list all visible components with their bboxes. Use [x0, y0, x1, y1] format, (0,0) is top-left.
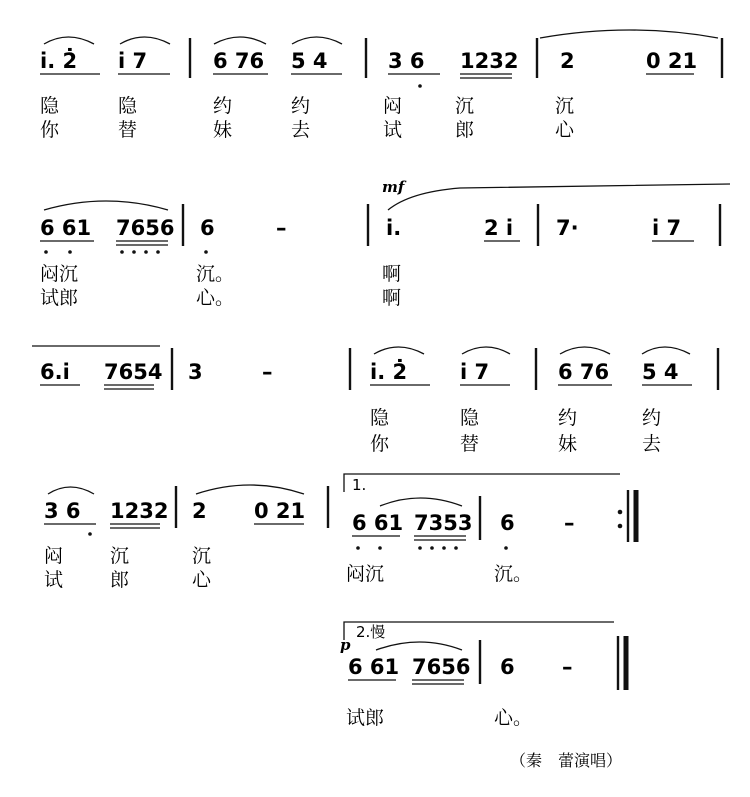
note-group: 6: [200, 216, 215, 240]
note-group: –: [262, 360, 273, 384]
note-group: 1232: [460, 49, 519, 73]
note-group: 6 76: [213, 49, 265, 73]
note-group: 1232: [110, 499, 169, 523]
lyric: 约: [558, 407, 578, 429]
note-group: 5 4: [642, 360, 679, 384]
repeat-dot: [618, 510, 623, 515]
lyric: 闷沉: [346, 563, 385, 585]
octave-dots: [44, 250, 208, 254]
lyric: 隐: [40, 95, 60, 117]
lyric: 试: [383, 119, 403, 141]
system-5: [340, 622, 626, 729]
lyric: 沉: [555, 95, 575, 117]
system-1: [40, 30, 722, 141]
lyric: 啊: [382, 263, 402, 285]
lyric: 试郎: [40, 287, 79, 309]
lyric: 去: [642, 433, 662, 455]
slur: [380, 498, 462, 506]
lyric: 妹: [213, 119, 233, 141]
slur: [388, 184, 730, 210]
lyric: 隐: [460, 407, 480, 429]
lyric: 沉: [110, 545, 130, 567]
lyric: 郎: [110, 569, 130, 591]
lyric: 替: [460, 433, 480, 455]
note-group: 7656: [412, 655, 471, 679]
slur: [642, 347, 690, 354]
slur: [374, 347, 424, 354]
note-group: i. 2̇: [370, 360, 408, 384]
lyric: 心: [555, 119, 575, 141]
note-group: 7353: [414, 511, 473, 535]
note-group: –: [564, 511, 575, 535]
note-group: 7654: [104, 360, 163, 384]
lyric: 心。: [196, 287, 235, 309]
repeat-dot: [618, 524, 623, 529]
note-group: 7·: [556, 216, 579, 240]
note-group: 2: [560, 49, 575, 73]
system-3: [32, 346, 718, 455]
slur: [44, 37, 94, 44]
lyric: 闷沉: [40, 263, 79, 285]
note-group: i 7: [460, 360, 490, 384]
lyric: 沉: [455, 95, 475, 117]
lyric: 沉。: [196, 263, 235, 285]
lyric: 隐: [118, 95, 138, 117]
slur: [196, 485, 304, 494]
lyric: 沉。: [494, 563, 533, 585]
note-group: 3 6: [388, 49, 425, 73]
note-group: 0 21: [646, 49, 698, 73]
lyric: 替: [118, 119, 138, 141]
note-group: 6 61: [348, 655, 400, 679]
note-group: –: [562, 655, 573, 679]
lyric: 你: [40, 119, 60, 141]
lyric: 啊: [382, 287, 402, 309]
note-group: 0 21: [254, 499, 306, 523]
note-group: 6 61: [40, 216, 92, 240]
volta-label: 2.慢: [356, 623, 386, 641]
note-group: i.: [386, 216, 402, 240]
octave-dot: [418, 84, 422, 88]
lyric: 沉: [192, 545, 212, 567]
note-group: 2 i: [484, 216, 514, 240]
slur: [292, 37, 342, 44]
note-group: i 7: [652, 216, 682, 240]
lyric: 心。: [494, 707, 533, 729]
note-group: i. 2̇: [40, 49, 78, 73]
note-group: i 7: [118, 49, 148, 73]
lyric: 试郎: [346, 707, 385, 729]
note-group: 3 6: [44, 499, 81, 523]
lyric: 你: [370, 433, 390, 455]
lyric: 郎: [455, 119, 475, 141]
lyric: 约: [213, 95, 233, 117]
note-group: –: [276, 216, 287, 240]
note-group: 6.i: [40, 360, 70, 384]
lyric: 隐: [370, 407, 390, 429]
slur: [48, 487, 94, 494]
slur: [376, 642, 462, 650]
lyric: 妹: [558, 433, 578, 455]
slur: [44, 201, 168, 210]
slur: [462, 347, 510, 354]
note-group: 6: [500, 511, 515, 535]
lyric: 去: [291, 119, 311, 141]
note-group: 5 4: [291, 49, 328, 73]
lyric: 闷: [44, 545, 64, 567]
lyric: 闷: [383, 95, 403, 117]
system-4: [44, 474, 636, 591]
performer-credit: （秦 蕾演唱）: [510, 751, 623, 770]
note-group: 6 61: [352, 511, 404, 535]
slur: [214, 37, 266, 44]
lyric: 试: [44, 569, 64, 591]
dynamic-mark: mf: [382, 178, 405, 196]
slur: [120, 37, 170, 44]
note-group: 3: [188, 360, 203, 384]
slur: [540, 30, 718, 38]
lyric: 约: [642, 407, 662, 429]
note-group: 6: [500, 655, 515, 679]
dynamic-mark: p: [340, 636, 351, 654]
lyric: 心: [192, 569, 212, 591]
volta-bracket: [344, 474, 620, 492]
slur: [560, 347, 610, 354]
note-group: 7656: [116, 216, 175, 240]
volta-label: 1.: [352, 476, 367, 494]
note-group: 2: [192, 499, 207, 523]
lyric: 约: [291, 95, 311, 117]
system-2: [40, 178, 730, 309]
note-group: 6 76: [558, 360, 610, 384]
